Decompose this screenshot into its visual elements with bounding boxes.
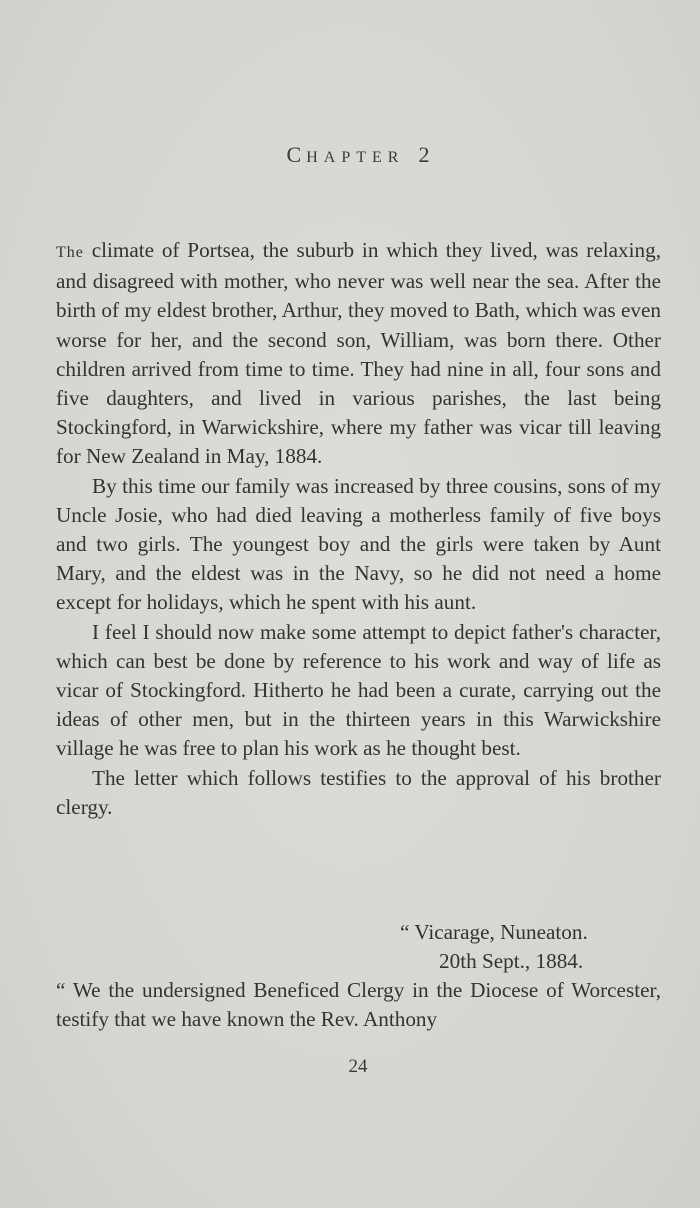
letter-address: “ Vicarage, Nuneaton. bbox=[400, 920, 588, 944]
chapter-heading bbox=[0, 142, 700, 168]
paragraph-2: By this time our family was increased by three cousins, sons of my Uncle Josie, who had died leaving a motherless family of five boys and two girls. The youngest boy and the girls were taken by Aunt Mary, and the eldest was in the Navy, so he did not need a home except for holidays, which he spent with his aunt. bbox=[56, 473, 661, 615]
chapter-number: 2 bbox=[418, 142, 430, 167]
paragraph-1 bbox=[56, 236, 661, 472]
chapter-label-rest: HAPTER bbox=[306, 149, 405, 166]
page-number: 24 bbox=[348, 1056, 368, 1077]
letter-opening-text: “ We the undersigned Beneficed Clergy in the Diocese of Worcester, testify that we have known the Rev. Anthony bbox=[56, 978, 661, 1032]
chapter-label-initial: C bbox=[286, 142, 307, 167]
letter-opening bbox=[56, 976, 661, 1034]
paragraph-1-first-word: The bbox=[56, 244, 84, 261]
paragraph-3: I feel I should now make some attempt to depict father's character, which can best be done by reference to his work and way of life as vicar of Stockingford. Hitherto he had been a curate, carrying out the ideas of other men, but in the thirteen years in this Warwickshire village he was free to plan his work as he thought best. bbox=[56, 619, 661, 761]
paragraph-1-text: climate of Portsea, the suburb in which they lived, was relaxing, and disagreed with mother, who never was well near the sea. After the birth of my eldest brother, Arthur, they moved to Bath, which was even worse for her, and the second son, William, was born there. Other children arrived from time to time. They had nine in all, four sons and five daughters, and lived in various parishes, the last being Stockingford, in Warwickshire, where my father was vicar till leaving for New Zealand in May, 1884. bbox=[56, 238, 662, 469]
paragraph-4: The letter which follows testifies to the approval of his brother clergy. bbox=[56, 765, 661, 819]
body-text bbox=[56, 236, 661, 822]
letter-date: 20th Sept., 1884. bbox=[439, 949, 584, 973]
